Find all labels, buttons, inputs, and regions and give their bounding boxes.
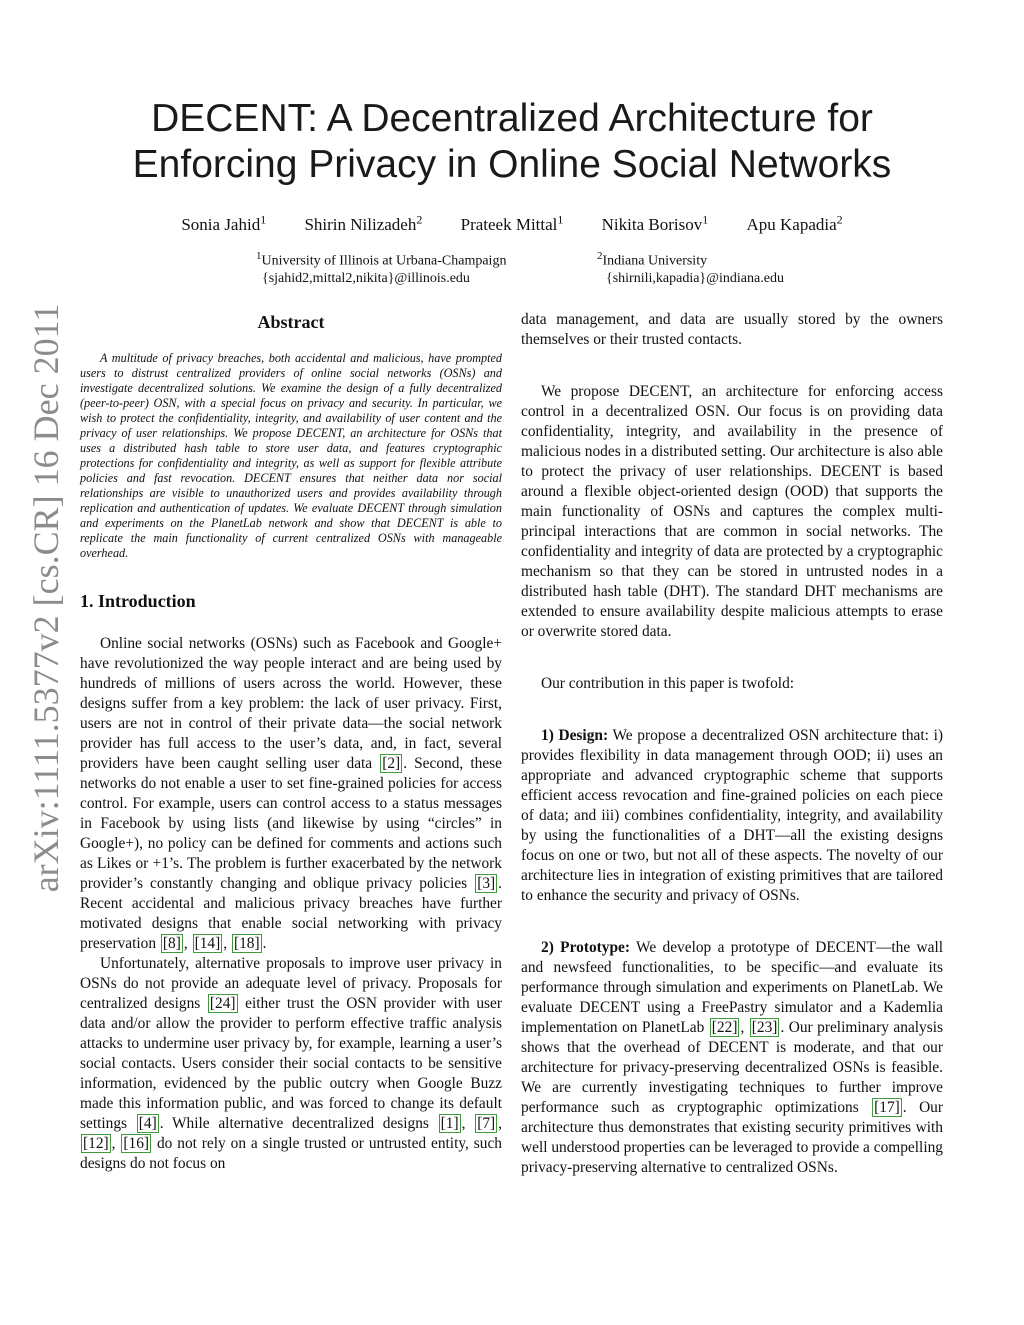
prototype-paragraph: 2) Prototype: We develop a prototype of DECENT—the wall and newsfeed functionalities, to be specific—and evaluate its performance through simulation and experiments on PlanetLab. We evaluate DECENT using a FreePastry simulator and a Kademlia implementation on PlanetLab [22] , [23] . Our preliminary analysis shows that the overhead of DECENT is moderate, and that our architecture for privacy-preserving decentralized OSNs is feasible. We are currently investigating techniques to further improve performance such as cryptographic optimizations [17] . Our architecture thus demonstrates that existing security primitives with well understood properties can be leveraged to provide a compelling privacy-preserving alternative to centralized OSNs. — [521, 939, 943, 1176]
affiliation-1: $^1$University of Illinois at Urbana-Champaign {sjahid2,mittal2,nikita}@illinois.edu — [256, 250, 507, 286]
paper-title — [0, 96, 1024, 188]
citation-link[interactable]: [7] — [477, 1115, 496, 1132]
citation-link[interactable]: [14] — [194, 935, 221, 952]
author: Prateek Mittal$^1$ — [460, 212, 564, 234]
author: Nikita Borisov$^1$ — [601, 212, 709, 234]
affiliation-email: {sjahid2,mittal2,nikita}@illinois.edu — [262, 270, 470, 286]
author-list — [0, 212, 1024, 235]
citation-link[interactable]: [18] — [233, 935, 260, 952]
design-paragraph: 1) Design: We propose a decentralized OSN architecture that: i) provides flexibility in data management through OOD; ii) uses an appropriate and advanced cryptographic scheme that supports efficient access revocation and fine-grained policies on each piece of data; and iii) combines confidentiality, integrity, and availability by using the functionalities of a DHT—all the existing designs focus on one or two, but not all of these aspects. The novelty of our architecture lies in integration of existing primitives that are tailored to enhance the security and privacy of OSNs. — [521, 727, 943, 904]
design-label: 1) Design: — [541, 727, 609, 744]
proposal-paragraph: We propose DECENT, an architecture for enforcing access control in a decentralized OSN. Our focus is on providing data confidentiality, integrity, and availability in the presence of malicious nodes in a distributed setting. Our architecture is also able to protect the privacy of user relationships. DECENT is based around a flexible object-oriented design (OOD) that supports the main functionality of OSNs and captures the complex multi-principal interactions that are common in social networks. The confidentiality and integrity of data are protected by a cryptographic mechanism so that they can be stored in untrusted nodes in a distributed hash table (DHT). The standard DHT mechanisms are extended to ensure availability despite malicious attempts to erase or overwrite stored data. — [521, 383, 943, 640]
citation-link[interactable]: [23] — [751, 1019, 778, 1036]
prototype-label: 2) Prototype: — [541, 939, 630, 956]
section-heading: 1. Introduction — [80, 591, 196, 611]
title-line-1: DECENT: A Decentralized Architecture for — [151, 97, 873, 140]
left-column — [80, 310, 502, 1174]
author: Shirin Nilizadeh$^2$ — [304, 212, 423, 234]
intro-paragraph-1: Online social networks (OSNs) such as Facebook and Google+ have revolutionized the way people interact and are being used by hundreds of millions of users across the world. However, these designs suffer from a key problem: the lack of user privacy. First, users are not in control of their private data—the social network provider has full access to the user’s data, and, in fact, several providers have been caught selling user data [2] . Second, these networks do not enable a user to set fine-grained policies for access control. For example, users can control access to a status messages in Facebook by using lists (and likewise by using “circles” in Google+), no policy can be defined for comments and actions such as Likes or +1’s. The problem is further exacerbated by the network provider’s constantly changing and oblique privacy policies [3] . Recent accidental and malicious privacy breaches have further motivated designs that enable social networking with privacy preservation [8] , [14] , [18] . — [80, 635, 502, 952]
citation-link[interactable]: [1] — [440, 1115, 459, 1132]
citation-link[interactable]: [2] — [382, 755, 401, 772]
continued-paragraph: data management, and data are usually stored by the owners themselves or their trusted contacts. — [521, 311, 943, 348]
citation-link[interactable]: [4] — [138, 1115, 157, 1132]
affiliation-2: $^2$Indiana University {shirnili,kapadia}@indiana.edu — [597, 250, 784, 286]
abstract-heading: Abstract — [257, 312, 325, 332]
contribution-intro: Our contribution in this paper is twofold: — [541, 675, 795, 692]
abstract-text: A multitude of privacy breaches, both accidental and malicious, have prompted users to distrust centralized providers of online social networks (OSNs) and investigate decentralized solutions. We examine the design of a fully decentralized (peer-to-peer) OSN, with a special focus on privacy and security. In particular, we wish to protect the confidentiality, integrity, and availability of user content and the privacy of user relationships. We propose DECENT, an architecture for OSNs that uses a distributed hash table to store user data, and features cryptographic protections for confidentiality and integrity, as well as support for flexible attribute policies and fast revocation. DECENT ensures that neither data nor social relationships are visible to unauthorized users and provides availability through replication and authentication of updates. We evaluate DECENT through simulation and experiments on the PlanetLab network and show that DECENT is able to replicate the main functionality of current centralized OSNs with manageable overhead. — [80, 351, 502, 560]
right-column — [521, 310, 943, 1178]
citation-link[interactable]: [24] — [209, 995, 236, 1012]
affiliation-email: {shirnili,kapadia}@indiana.edu — [606, 270, 784, 286]
citation-link[interactable]: [12] — [83, 1135, 109, 1152]
citation-link[interactable]: [22] — [711, 1019, 738, 1036]
author: Apu Kapadia$^2$ — [746, 212, 843, 234]
title-line-2: Enforcing Privacy in Online Social Networks — [132, 143, 892, 186]
citation-link[interactable]: [17] — [874, 1099, 900, 1116]
author: Sonia Jahid$^1$ — [181, 212, 267, 234]
intro-paragraph-2: Unfortunately, alternative proposals to improve user privacy in OSNs do not provide an adequate level of privacy. Proposals for centralized designs [24] either trust the OSN provider with user data and/or allow the provider to perform effective traffic analysis attacks to undermine user privacy by, for example, learning a user’s social contacts. Users consider their social contacts to be sensitive information, evidenced by the public outcry when Google Buzz made this information public, and was forced to change its default settings [4] . While alternative decentralized designs [1] , [7] , [12] , [16] do not rely on a single trusted or untrusted entity, such designs do not focus on — [80, 955, 502, 1172]
arxiv-identifier: arXiv:1111.5377v2 [cs.CR] 16 Dec 2011 — [26, 303, 66, 893]
citation-link[interactable]: [16] — [123, 1135, 150, 1152]
citation-link[interactable]: [8] — [162, 935, 181, 952]
citation-link[interactable]: [3] — [477, 875, 496, 892]
